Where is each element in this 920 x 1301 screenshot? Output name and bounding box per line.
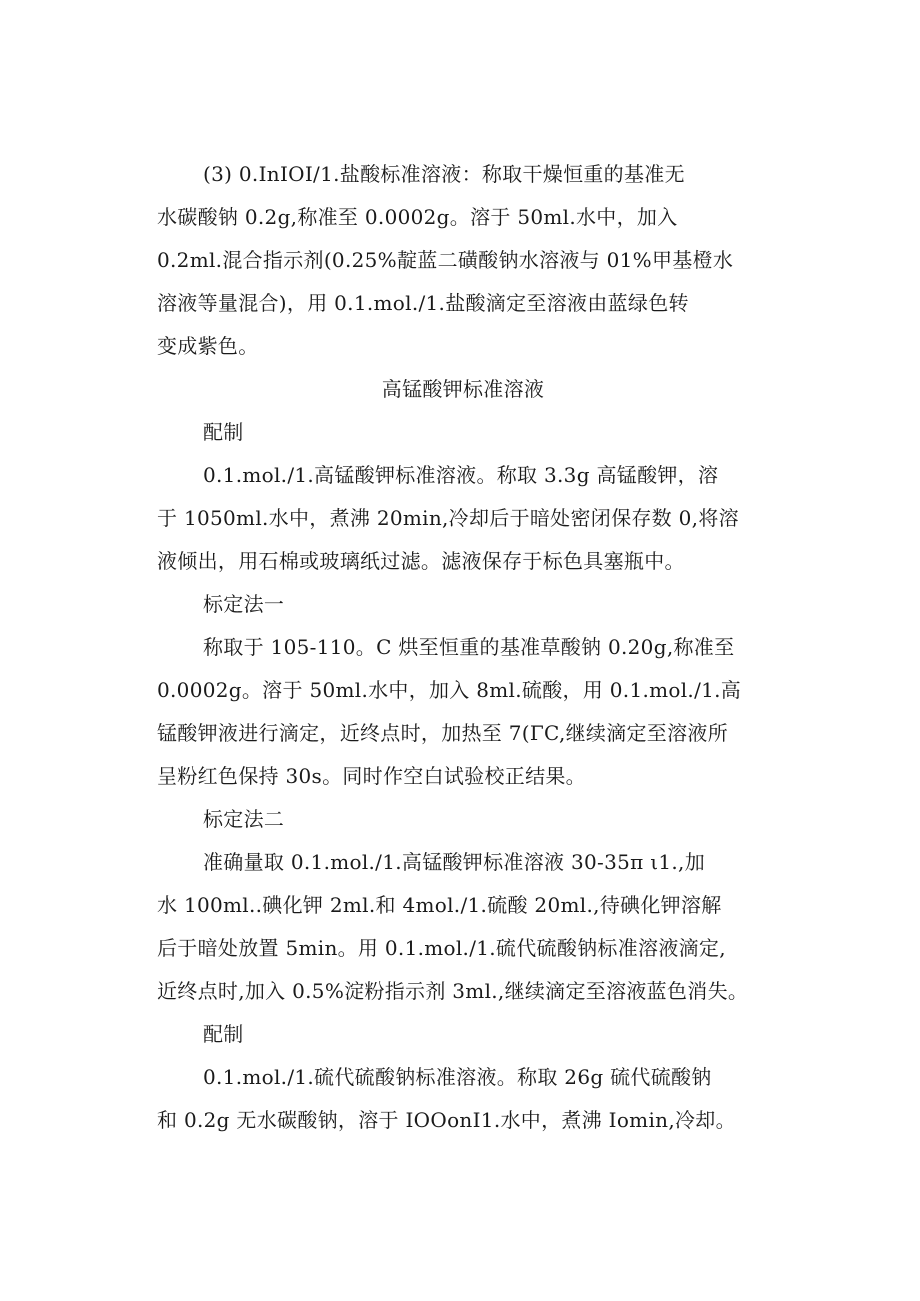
subheading-preparation-thiosulfate: 配制 <box>203 1022 244 1046</box>
text-line: 后于暗处放置 5min。用 0.1.mol./1.硫代硫酸钠标准溶液滴定, <box>157 936 726 960</box>
paragraph-hcl-standard <box>157 153 769 368</box>
text-line: 准确量取 0.1.mol./1.高锰酸钾标准溶液 30-35π ι1.,加 <box>203 850 705 874</box>
subheading-preparation: 配制 <box>203 420 244 444</box>
text-line: 0.0002g。溶于 50ml.水中，加入 8ml.硫酸，用 0.1.mol./1.高 <box>157 678 742 702</box>
text-line: 称取于 105-110。C 烘至恒重的基准草酸钠 0.20g,称准至 <box>203 635 735 659</box>
text-line: 和 0.2g 无水碳酸钠，溶于 IOOonI1.水中，煮沸 Iomin,冷却。 <box>157 1108 736 1132</box>
text-line: 近终点时,加入 0.5%淀粉指示剂 3ml.,继续滴定至溶液蓝色消失。 <box>157 979 749 1003</box>
text-line: 水碳酸钠 0.2g,称准至 0.0002g。溶于 50ml.水中，加入 <box>157 205 678 229</box>
text-line: 溶液等量混合)，用 0.1.mol./1.盐酸滴定至溶液由蓝绿色转 <box>157 291 689 315</box>
paragraph-calibration-two <box>157 841 769 1013</box>
paragraph-kmno4-preparation <box>157 454 769 583</box>
text-line: 0.1.mol./1.硫代硫酸钠标准溶液。称取 26g 硫代硫酸钠 <box>203 1065 712 1089</box>
text-line: (3) 0.InIOI/1.盐酸标准溶液：称取干燥恒重的基准无 <box>203 162 685 186</box>
text-line: 水 100ml..碘化钾 2ml.和 4mol./1.硫酸 20ml.,待碘化钾溶解 <box>157 893 722 917</box>
text-line: 0.2ml.混合指示剂(0.25%靛蓝二磺酸钠水溶液与 01%甲基橙水 <box>157 248 734 272</box>
paragraph-thiosulfate-preparation <box>157 1056 769 1142</box>
text-line: 变成紫色。 <box>157 334 259 358</box>
section-heading: 高锰酸钾标准溶液 <box>381 377 545 401</box>
text-line: 0.1.mol./1.高锰酸钾标准溶液。称取 3.3g 高锰酸钾，溶 <box>203 463 719 487</box>
text-line: 液倾出，用石棉或玻璃纸过滤。滤液保存于标色具塞瓶中。 <box>157 549 685 573</box>
text-line: 锰酸钾液进行滴定，近终点时，加热至 7(ΓC,继续滴定至溶液所 <box>157 721 729 745</box>
text-line: 于 1050ml.水中，煮沸 20min,冷却后于暗处密闭保存数 0,将溶 <box>157 506 739 530</box>
text-line: 呈粉红色保持 30s。同时作空白试验校正结果。 <box>157 764 586 788</box>
subheading-calibration-two: 标定法二 <box>203 807 285 831</box>
paragraph-calibration-one <box>157 626 769 798</box>
subheading-calibration-one: 标定法一 <box>203 592 285 616</box>
document-body <box>157 153 769 1142</box>
